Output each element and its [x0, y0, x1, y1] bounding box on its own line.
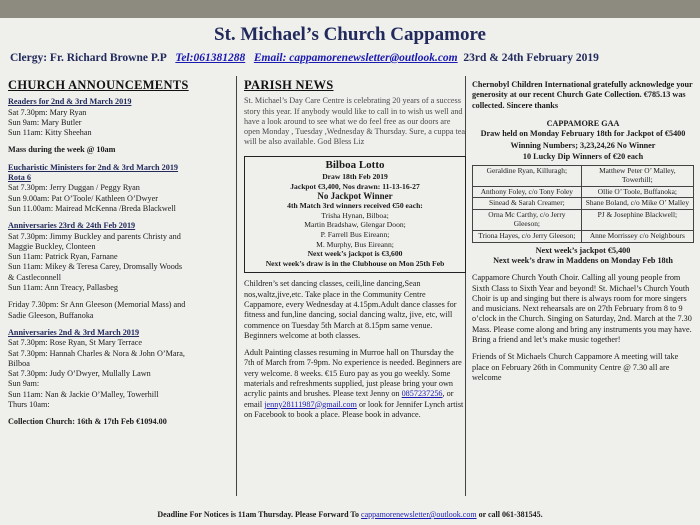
clergy: Clergy: Fr. Richard Browne P.P: [10, 52, 167, 64]
lotto-no-winner: No Jackpot Winner: [317, 190, 393, 201]
painting-notice: [244, 348, 466, 420]
table-row: [473, 230, 694, 242]
lotto-winner: Trisha Hynan, Bilboa;: [321, 210, 389, 220]
list-item: Sun 11am: Kitty Sheehan: [8, 128, 92, 138]
collection-total: Collection Church: 16th & 17th Feb €1094.00: [8, 417, 167, 427]
lotto-title: Bilboa Lotto: [325, 158, 385, 171]
list-item: Sat 7.30pm: Jerry Duggan / Peggy Ryan: [8, 183, 140, 193]
painting-text: or look for Jennifer Lynch artist on Facebook to book a place. Please book in advance.: [244, 399, 464, 419]
parish-news-column: [244, 80, 466, 420]
header-subline: [10, 52, 700, 64]
lotto-winner: P. Farrell Bus Eireann;: [320, 229, 390, 239]
lotto-winner: M. Murphy, Bus Eireann;: [316, 239, 394, 249]
list-item: Bilboa: [8, 358, 30, 368]
email-link[interactable]: Email: cappamorenewsletter@outlook.com: [253, 52, 458, 64]
announcements-heading: CHURCH ANNOUNCEMENTS: [8, 78, 189, 92]
list-item: Sun 11am: Ann Treacy, Pallasbeg: [8, 283, 118, 293]
table-row: [473, 166, 694, 187]
mass-note: Mass during the week @ 10am: [8, 145, 116, 155]
gaa-lucky: 10 Lucky Dip Winners of €20 each: [522, 151, 644, 161]
list-item: Maggie Buckley, Clonteen: [8, 241, 96, 251]
table-cell: Sinead & Sarah Creamer;: [473, 198, 582, 210]
announcements-column: [8, 80, 230, 428]
list-item: Sat 7.30pm: Hannah Charles & Nora & John O’Mara,: [8, 348, 185, 358]
painting-or-email: , or email: [244, 389, 454, 409]
footer-email-link[interactable]: cappamorenewsletter@outlook.com: [361, 510, 477, 519]
lotto-jackpot: Jackpot €3,400, Nos drawn: 11-13-16-27: [290, 181, 420, 191]
youth-choir-notice: Cappamore Church Youth Choir. Calling all young people from Sixth Class to Sixth Year and beyond! St. Michael’s Church Youth Choir is up and singing but there is always room for more singers and musicians. Next rehearsals are on 27th February from 8 to 9 o’clock in the Church. Singing on Saturday, 2nd. March at the 7.30 Mass. Please come along and bring any instruments you may have. Bring a friend and let’s make music together!: [472, 273, 692, 345]
ministers-heading: Eucharistic Ministers for 2nd & 3rd March 2019: [8, 162, 179, 172]
painting-text: Adult Painting classes resuming in Murroe hall on Thursday the 7th of March from 7-9pm. No experience is needed. Beginners are very welcome. 8 weeks. €15 Euro pay as you go weekly. Some materials and refreshments supplied, just please bring your own acrylic paints and brushes. Please text Jenny on: [244, 348, 462, 399]
list-item: Friday 7.30pm: Sr Ann Gleeson (Memorial Mass) and: [8, 300, 186, 310]
page-title: St. Michael’s Church Cappamore: [214, 24, 486, 45]
list-item: Sun 11am: Nan & Jackie O’Malley, Towerhill: [8, 389, 159, 399]
set-dancing-notice: Children’s set dancing classes, ceili,line dancing,Sean nos,waltz,jive,etc. Take place in the Community Centre Cappamore, every Wednesday at 4.15pm.Adult dance classes for fitness and fun,line dancing, social dancing waltz, jive, etc, will commence on Tuesday 5th March at 8.15pm same venue. Beginners welcome at both classes.: [244, 279, 457, 340]
day-care-notice: St. Michael’s Day Care Centre is celebrating 20 years of a success story this year. If anybody would like to call in to wish us well and have a look around to see what we do feel free as our doors are open Monday , Tuesday ,Wednesday & Thursday. Sure, a cuppa tea will be also available. God Bless Liz: [244, 96, 466, 147]
list-item: Sadie Gleeson, Buffanoka: [8, 310, 94, 320]
top-strip: [0, 0, 700, 18]
footer-tail: or call 061-381545.: [478, 510, 543, 519]
list-item: Sat 7.30pm: Jimmy Buckley and parents Christy and: [8, 231, 181, 241]
list-item: & Castleconnell: [8, 272, 61, 282]
parish-news-heading: PARISH NEWS: [244, 78, 334, 92]
lotto-winner: Martin Bradshaw, Glengar Doon;: [304, 220, 406, 230]
table-cell: Ollie O’ Toole, Buffanoka;: [581, 186, 693, 198]
list-item: Sun 11.00am: Mairead McKenna /Breda Blackwell: [8, 203, 176, 213]
table-cell: Geraldine Ryan, Killuragh;: [473, 166, 582, 187]
rota: Rota 6: [8, 173, 31, 183]
list-item: Sun 9am: Mary Butler: [8, 117, 82, 127]
table-cell: Anthony Foley, c/o Tony Foley: [473, 186, 582, 198]
email-link[interactable]: jenny28111987@gmail.com: [264, 399, 357, 409]
list-item: Sun 11am: Patrick Ryan, Farnane: [8, 252, 118, 262]
footer: [0, 510, 700, 519]
gaa-next-jackpot: Next week’s jackpot €5,400: [535, 245, 631, 255]
phone-link[interactable]: 0857237256: [401, 389, 443, 399]
table-cell: Anne Morrissey c/o Neighbours: [581, 230, 693, 242]
table-row: [473, 186, 694, 198]
list-item: Sat 7.30pm: Judy O’Dwyer, Mullally Lawn: [8, 369, 151, 379]
table-cell: Triona Hayes, c/o Jerry Gleeson;: [473, 230, 582, 242]
list-item: Sat 7.30pm: Mary Ryan: [8, 107, 87, 117]
issue-dates: 23rd & 24th February 2019: [463, 52, 599, 64]
anniversaries-heading: Anniversaries 2nd & 3rd March 2019: [8, 327, 140, 337]
list-item: Sun 11am: Mikey & Teresa Carey, Dromsally Woods: [8, 262, 183, 272]
lotto-next-jackpot: Next week’s jackpot is €3,600: [307, 249, 403, 259]
chernobyl-notice: Chernobyl Children International gratefully acknowledge your generosity at our recent Church Gate Collection. €785.13 was collected. Sincere thanks: [472, 80, 693, 110]
right-column: [472, 80, 694, 383]
lotto-draw: Draw 18th Feb 2019: [322, 172, 388, 182]
table-row: [473, 210, 694, 231]
gaa-draw: Draw held on Monday February 18th for Jackpot of €5400: [480, 129, 686, 139]
anniversaries-heading: Anniversaries 23rd & 24th Feb 2019: [8, 221, 136, 231]
list-item: Sun 9am:: [8, 379, 40, 389]
gaa-next-draw: Next week’s draw in Maddens on Monday Feb 18th: [493, 255, 673, 265]
table-cell: PJ & Josephine Blackwell;: [581, 210, 693, 231]
table-cell: Shane Boland, c/o Mike O’ Malley: [581, 198, 693, 210]
friends-notice: Friends of St Michaels Church Cappamore A meeting will take place on February 26th in Community Centre @ 7.30 all are welcome: [472, 352, 679, 382]
lotto-match3: 4th Match 3rd winners received €50 each:: [287, 201, 423, 211]
table-cell: Orna Mc Carthy, c/o Jerry Gleeson;: [473, 210, 582, 231]
table-cell: Matthew Peter O’ Malley, Towerhill;: [581, 166, 693, 187]
list-item: Sat 7.30pm: Rose Ryan, St Mary Terrace: [8, 338, 143, 348]
column-divider: [236, 76, 237, 496]
list-item: Thurs 10am:: [8, 400, 50, 410]
lotto-next-draw: Next week’s draw is in the Clubhouse on Mon 25th Feb: [265, 258, 445, 268]
readers-heading: Readers for 2nd & 3rd March 2019: [8, 97, 132, 107]
footer-text: Deadline For Notices is 11am Thursday. Please Forward To: [157, 510, 360, 519]
lucky-dip-table: [472, 165, 694, 243]
gaa-numbers: Winning Numbers; 3,23,24,26 No Winner: [510, 141, 656, 151]
table-row: [473, 198, 694, 210]
gaa-title: CAPPAMORE GAA: [546, 118, 620, 128]
tel-link[interactable]: Tel:061381288: [175, 52, 246, 64]
list-item: Sun 9.00am: Pat O’Toole/ Kathleen O’Dwyer: [8, 193, 158, 203]
lotto-box: [244, 156, 466, 274]
